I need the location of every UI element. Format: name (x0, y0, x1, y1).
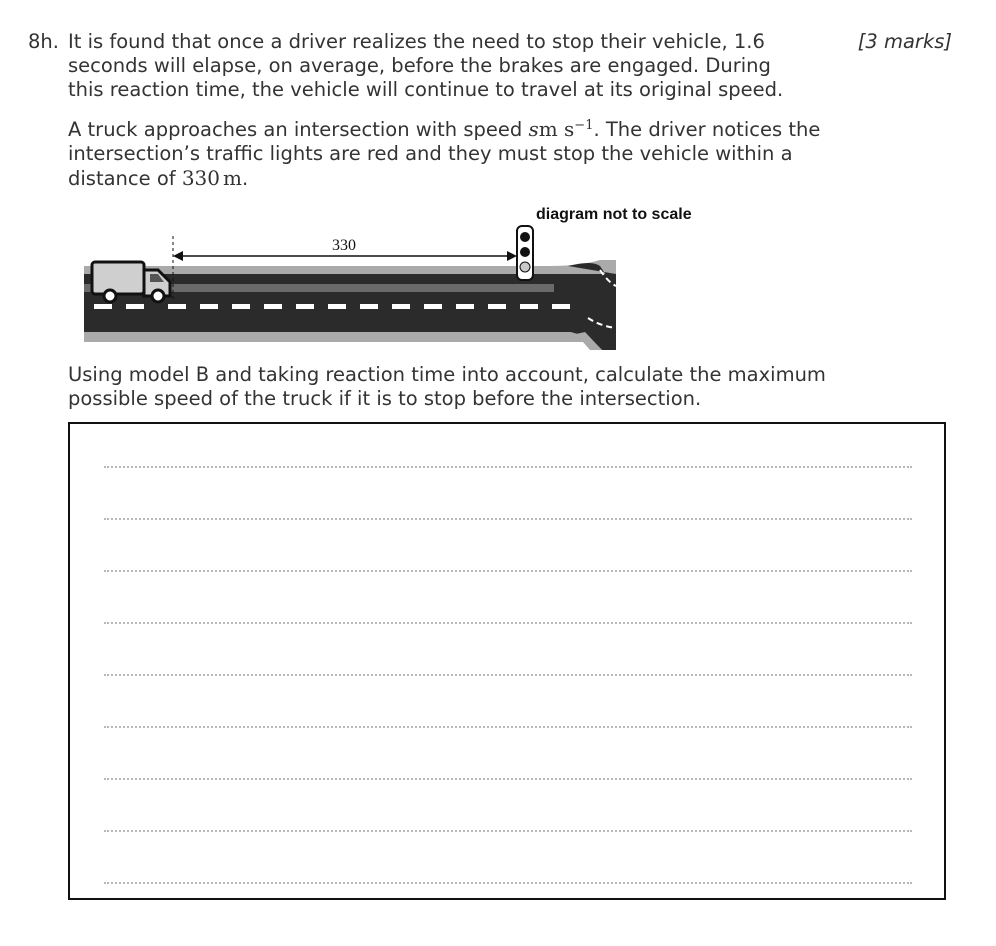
answer-line[interactable] (104, 830, 912, 832)
truck-line-2: intersection’s traffic lights are red and they must stop the vehicle within a (68, 142, 793, 165)
truck-text: A truck approaches an intersection with speed (68, 118, 529, 141)
speed-exponent: −1 (574, 118, 594, 133)
answer-line[interactable] (104, 466, 912, 468)
truck-paragraph (68, 117, 820, 191)
intro-line: It is found that once a driver realizes the need to stop their vehicle, 1.6 (68, 30, 765, 53)
intro-line: this reaction time, the vehicle will continue to travel at its original speed. (68, 78, 784, 101)
distance-value: 330 (181, 166, 221, 190)
road-diagram (80, 200, 692, 350)
truck-text: distance of (68, 167, 182, 190)
diagram-note: diagram not to scale (536, 206, 692, 223)
answer-line[interactable] (104, 570, 912, 572)
distance-unit: m (223, 166, 242, 190)
traffic-light (517, 226, 533, 280)
truck-line-3 (68, 166, 820, 191)
intro-paragraph (68, 30, 783, 102)
answer-line[interactable] (104, 622, 912, 624)
task-line: Using model B and taking reaction time into account, calculate the maximum (68, 363, 826, 386)
answer-line[interactable] (104, 778, 912, 780)
task-paragraph (68, 363, 826, 411)
answer-line[interactable] (104, 882, 912, 884)
marks-label: [3 marks] (857, 30, 952, 53)
truck-line-1 (68, 117, 820, 142)
truck-text: . (241, 167, 249, 190)
speed-symbol: s (528, 117, 539, 141)
speed-unit: m s (538, 117, 575, 141)
question-number: 8h. (28, 30, 59, 53)
road-shoulder-top (84, 266, 616, 274)
intro-line: seconds will elapse, on average, before the brakes are engaged. During (68, 54, 771, 77)
answer-line[interactable] (104, 518, 912, 520)
answer-line[interactable] (104, 726, 912, 728)
answer-box[interactable] (68, 422, 946, 900)
answer-line[interactable] (104, 674, 912, 676)
road-shoulder-bottom (84, 332, 616, 342)
task-line: possible speed of the truck if it is to stop before the intersection. (68, 387, 702, 410)
distance-label: 330 (332, 237, 356, 254)
truck-text: . The driver notices the (593, 118, 821, 141)
